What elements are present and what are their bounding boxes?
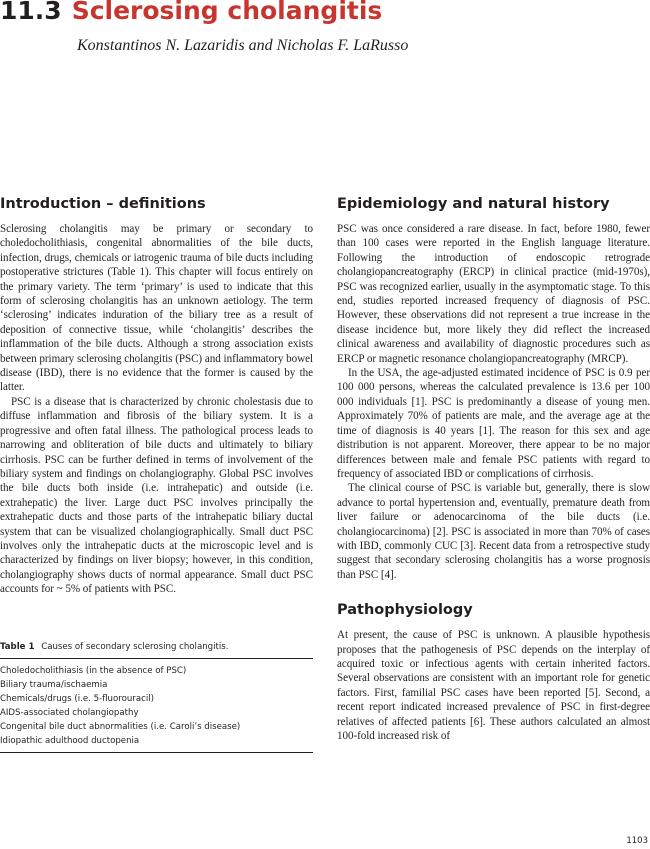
table-row: AIDS-associated cholangiopathy: [0, 707, 139, 718]
paragraph: PSC is a disease that is characterized by chronic cholestasis due to diffuse inflammation and fibrosis of the biliary system. It is a progressive and often fatal illness. The pathological process leads to narrowing and obliteration of bile ducts and ultimately to biliary cirrhosis. PSC can be further defined in terms of involvement of the biliary system and findings on cholangiography. Global PSC involves the bile ducts both inside (i.e. intrahepatic) and outside (i.e. extrahepatic) the liver. Large duct PSC involves principally the extrahepatic ducts and those parts of the intrahepatic biliary ductal system that can be visualized cholangiographically. Small duct PSC involves only the intrahepatic ducts at the microscopic level and is characterized by findings on liver biopsy; however, in this condition, cholangiography shows ducts of normal appearance. Small duct PSC accounts for ~ 5% of patients with PSC.: [0, 395, 313, 596]
section-heading-epidemiology: Epidemiology and natural history: [337, 196, 610, 212]
paragraph: In the USA, the age-adjusted estimated incidence of PSC is 0.9 per 100 000 persons, whereas the calculated prevalence is 13.6 per 100 000 individuals [1]. PSC is predominantly a disease of young men. Approximately 70% of patients are male, and the average age at the time of diagnosis is 40 years [1]. The reason for this sex and age distribution is not apparent. Moreover, there appear to be no major differences between male and female PSC patients with regard to frequency of associated IBD or complications of cirrhosis.: [337, 367, 650, 480]
table-label: Table 1: [0, 641, 35, 652]
section-heading-introduction: Introduction – definitions: [0, 196, 206, 212]
page-number: 1103: [626, 836, 648, 846]
table-row: Congenital bile duct abnormalities (i.e. Caroli’s disease): [0, 721, 241, 732]
section-heading-pathophysiology: Pathophysiology: [337, 602, 473, 619]
paragraph: Sclerosing cholangitis may be primary or secondary to choledocholithiasis, congenital abnormalities of the bile ducts, infection, drugs, chemicals or iatrogenic trauma of bile ducts including postoperative strictures (Table 1). This chapter will focus entirely on the primary variety. The term ‘primary’ is used to indicate that this form of sclerosing cholangitis has an unknown aetiology. The term ‘sclerosing’ indicates induration of the biliary tree as a result of deposition of connective tissue, while ‘cholangitis’ describes the inflammation of the bile ducts. Although a strong association exists between primary sclerosing cholangitis (PSC) and inflammatory bowel disease (IBD), there is no evidence that the former is caused by the latter.: [0, 223, 313, 394]
table-row: Idiopathic adulthood ductopenia: [0, 735, 140, 746]
table-row: Biliary trauma/ischaemia: [0, 679, 108, 690]
paragraph: PSC was once considered a rare disease. In fact, before 1980, fewer than 100 cases were reported in the English language literature. Following the introduction of endoscopic retrograde cholangiopancreatography (ERCP) in clinical practice (mid-1970s), PSC was recognized earlier, usually in the asymptomatic stage. To this end, studies reported increased frequency of diagnosis of PSC. However, these observations did not represent a true increase in the disease incidence but, more likely they did reflect the increased clinical awareness and availability of diagnostic procedures such as ERCP or magnetic resonance cholangiopancreatography (MRCP).: [337, 223, 650, 365]
table-1: [0, 642, 313, 753]
right-column: [337, 196, 650, 743]
authors: Konstantinos N. Lazaridis and Nicholas F. LaRusso: [77, 37, 409, 54]
table-row: Choledocholithiasis (in the absence of PSC): [0, 665, 187, 676]
table-body: [0, 659, 313, 753]
left-column: [0, 196, 313, 753]
table-row: Chemicals/drugs (i.e. 5-fluorouracil): [0, 693, 154, 704]
paragraph: The clinical course of PSC is variable but, generally, there is slow advance to portal hypertension and, eventually, premature death from liver failure or adenocarcinoma of the bile ducts (i.e. cholangiocarcinoma) [2]. PSC is associated in more than 70% of cases with IBD, commonly CUC [3]. Recent data from a retrospective study suggest that secondary sclerosing cholangitis has a worse prognosis than PSC [4].: [337, 482, 650, 581]
table-caption-text: Causes of secondary sclerosing cholangitis.: [41, 641, 229, 652]
chapter-title: Sclerosing cholangitis: [71, 0, 383, 25]
chapter-number: 11.3: [0, 0, 62, 25]
chapter-heading: [0, 0, 382, 25]
paragraph: At present, the cause of PSC is unknown. A plausible hypothesis proposes that the pathogenesis of PSC depends on the interplay of acquired toxic or infectious agents with certain inherited factors. Several observations are consistent with an important role for genetic factors. First, familial PSC cases have been reported [5]. Second, a recent report indicated increased prevalence of PSC in first-degree relatives of affected patients [6]. These authors calculated an almost 100-fold increased risk of: [337, 629, 650, 742]
table-caption: [0, 642, 313, 659]
